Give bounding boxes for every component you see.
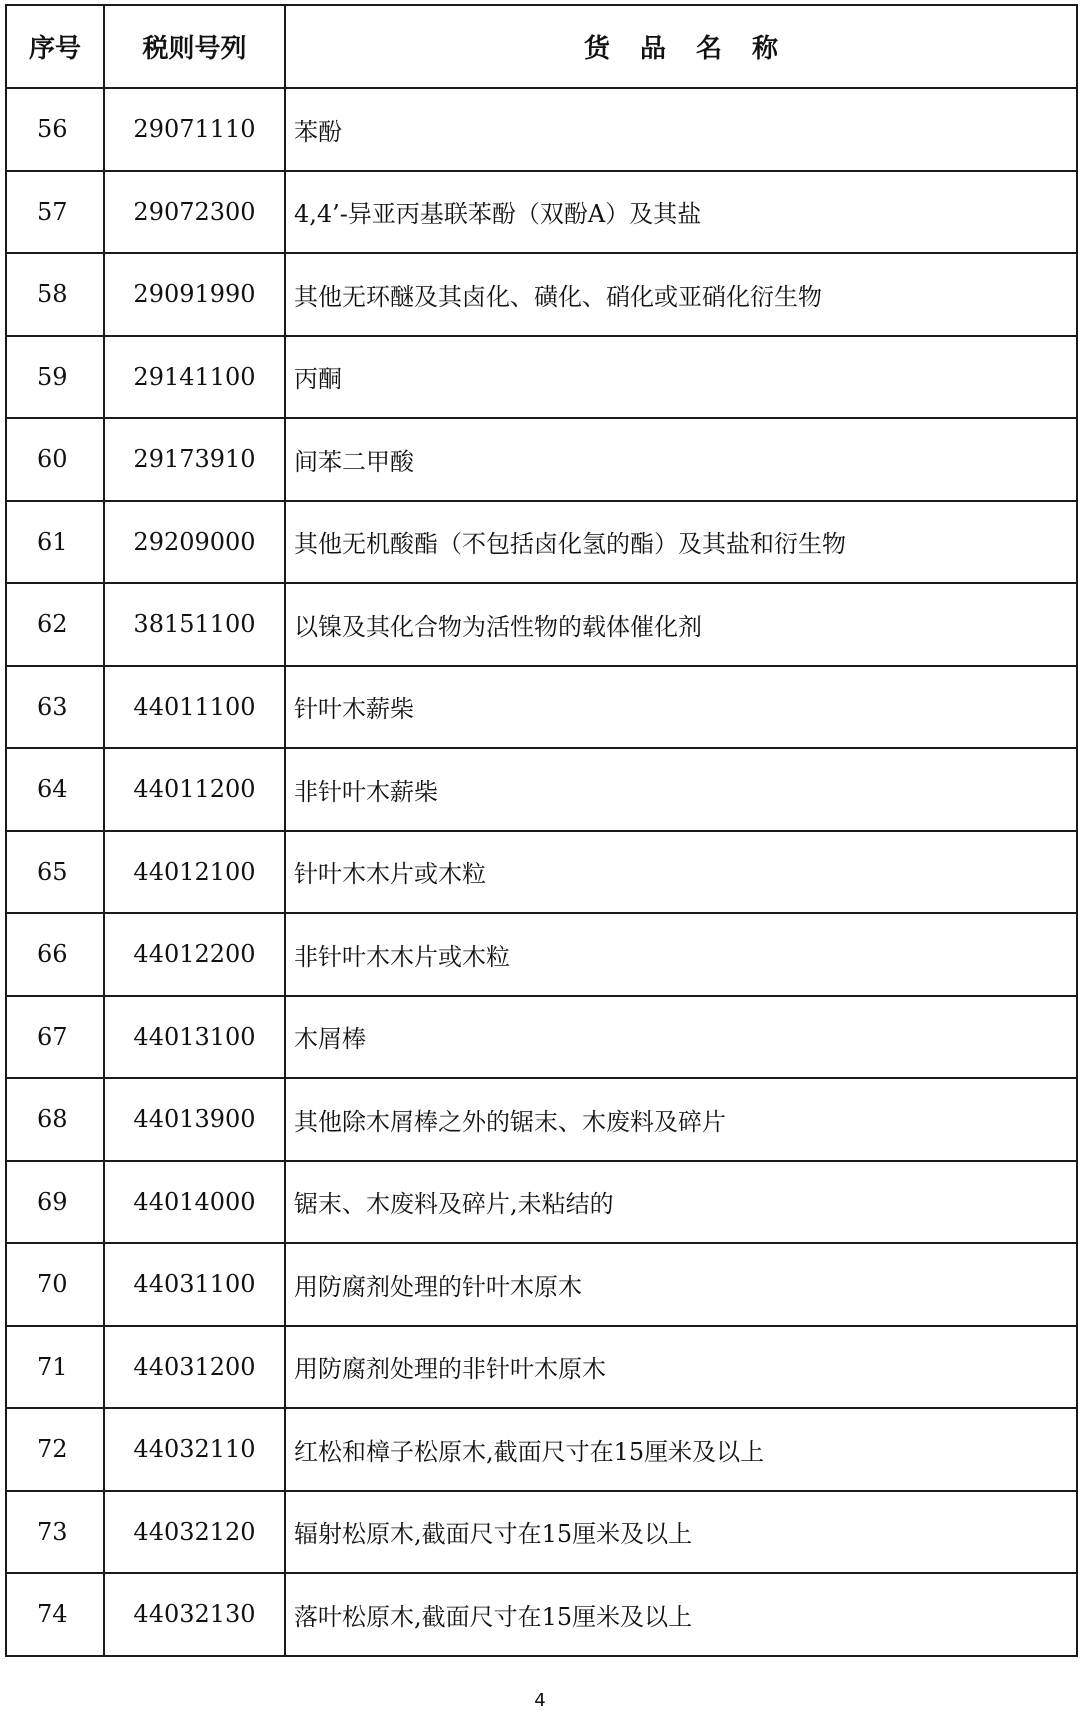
cell-tariff-code: 44032110	[104, 1408, 285, 1491]
cell-serial-number: 57	[6, 171, 104, 254]
cell-goods-name: 非针叶木薪柴	[285, 748, 1077, 831]
cell-tariff-code: 44032130	[104, 1573, 285, 1656]
cell-goods-name: 针叶木木片或木粒	[285, 831, 1077, 914]
table-row	[6, 1408, 1077, 1491]
cell-goods-name: 非针叶木木片或木粒	[285, 913, 1077, 996]
cell-goods-name: 木屑棒	[285, 996, 1077, 1079]
table-row	[6, 996, 1077, 1079]
table-row	[6, 1161, 1077, 1244]
cell-tariff-code: 44011100	[104, 666, 285, 749]
cell-goods-name: 针叶木薪柴	[285, 666, 1077, 749]
cell-goods-name: 用防腐剂处理的针叶木原木	[285, 1243, 1077, 1326]
cell-goods-name: 丙酮	[285, 336, 1077, 419]
cell-serial-number: 61	[6, 501, 104, 584]
cell-serial-number: 72	[6, 1408, 104, 1491]
cell-serial-number: 68	[6, 1078, 104, 1161]
cell-tariff-code: 38151100	[104, 583, 285, 666]
table-row	[6, 336, 1077, 419]
cell-tariff-code: 29209000	[104, 501, 285, 584]
header-tariff-code: 税则号列	[104, 5, 285, 88]
cell-goods-name: 间苯二甲酸	[285, 418, 1077, 501]
cell-tariff-code: 29071110	[104, 88, 285, 171]
cell-goods-name: 其他无机酸酯（不包括卤化氢的酯）及其盐和衍生物	[285, 501, 1077, 584]
table-row	[6, 831, 1077, 914]
cell-serial-number: 73	[6, 1491, 104, 1574]
cell-tariff-code: 44012100	[104, 831, 285, 914]
cell-goods-name: 其他无环醚及其卤化、磺化、硝化或亚硝化衍生物	[285, 253, 1077, 336]
cell-goods-name: 用防腐剂处理的非针叶木原木	[285, 1326, 1077, 1409]
table-row	[6, 666, 1077, 749]
table-row	[6, 88, 1077, 171]
page-number: 4	[534, 1690, 546, 1711]
cell-goods-name: 其他除木屑棒之外的锯末、木废料及碎片	[285, 1078, 1077, 1161]
cell-serial-number: 66	[6, 913, 104, 996]
table-header	[6, 5, 1077, 88]
table-row	[6, 1078, 1077, 1161]
cell-tariff-code: 44013900	[104, 1078, 285, 1161]
cell-goods-name: 苯酚	[285, 88, 1077, 171]
cell-serial-number: 74	[6, 1573, 104, 1656]
header-row	[6, 5, 1077, 88]
tariff-table	[5, 4, 1078, 1657]
cell-serial-number: 63	[6, 666, 104, 749]
table-row	[6, 1491, 1077, 1574]
cell-goods-name: 以镍及其化合物为活性物的载体催化剂	[285, 583, 1077, 666]
table-row	[6, 171, 1077, 254]
cell-tariff-code: 29072300	[104, 171, 285, 254]
cell-serial-number: 65	[6, 831, 104, 914]
cell-goods-name: 锯末、木废料及碎片,未粘结的	[285, 1161, 1077, 1244]
cell-serial-number: 59	[6, 336, 104, 419]
cell-tariff-code: 44032120	[104, 1491, 285, 1574]
table-row	[6, 501, 1077, 584]
table-row	[6, 748, 1077, 831]
cell-serial-number: 67	[6, 996, 104, 1079]
cell-serial-number: 62	[6, 583, 104, 666]
cell-tariff-code: 44011200	[104, 748, 285, 831]
cell-tariff-code: 29141100	[104, 336, 285, 419]
cell-serial-number: 64	[6, 748, 104, 831]
header-goods-name: 货品名称	[285, 5, 1077, 88]
cell-tariff-code: 44031100	[104, 1243, 285, 1326]
cell-tariff-code: 44013100	[104, 996, 285, 1079]
cell-serial-number: 58	[6, 253, 104, 336]
cell-tariff-code: 44031200	[104, 1326, 285, 1409]
cell-serial-number: 69	[6, 1161, 104, 1244]
cell-serial-number: 70	[6, 1243, 104, 1326]
cell-tariff-code: 29091990	[104, 253, 285, 336]
table-body	[6, 88, 1077, 1656]
cell-tariff-code: 44014000	[104, 1161, 285, 1244]
tariff-table-container	[5, 4, 1076, 1657]
cell-goods-name: 辐射松原木,截面尺寸在15厘米及以上	[285, 1491, 1077, 1574]
table-row	[6, 1573, 1077, 1656]
cell-goods-name: 落叶松原木,截面尺寸在15厘米及以上	[285, 1573, 1077, 1656]
cell-serial-number: 71	[6, 1326, 104, 1409]
table-row	[6, 253, 1077, 336]
cell-tariff-code: 29173910	[104, 418, 285, 501]
table-row	[6, 583, 1077, 666]
cell-goods-name: 4,4’-异亚丙基联苯酚（双酚A）及其盐	[285, 171, 1077, 254]
cell-serial-number: 56	[6, 88, 104, 171]
table-row	[6, 1243, 1077, 1326]
header-serial-number: 序号	[6, 5, 104, 88]
cell-goods-name: 红松和樟子松原木,截面尺寸在15厘米及以上	[285, 1408, 1077, 1491]
cell-tariff-code: 44012200	[104, 913, 285, 996]
table-row	[6, 1326, 1077, 1409]
table-row	[6, 913, 1077, 996]
cell-serial-number: 60	[6, 418, 104, 501]
table-row	[6, 418, 1077, 501]
